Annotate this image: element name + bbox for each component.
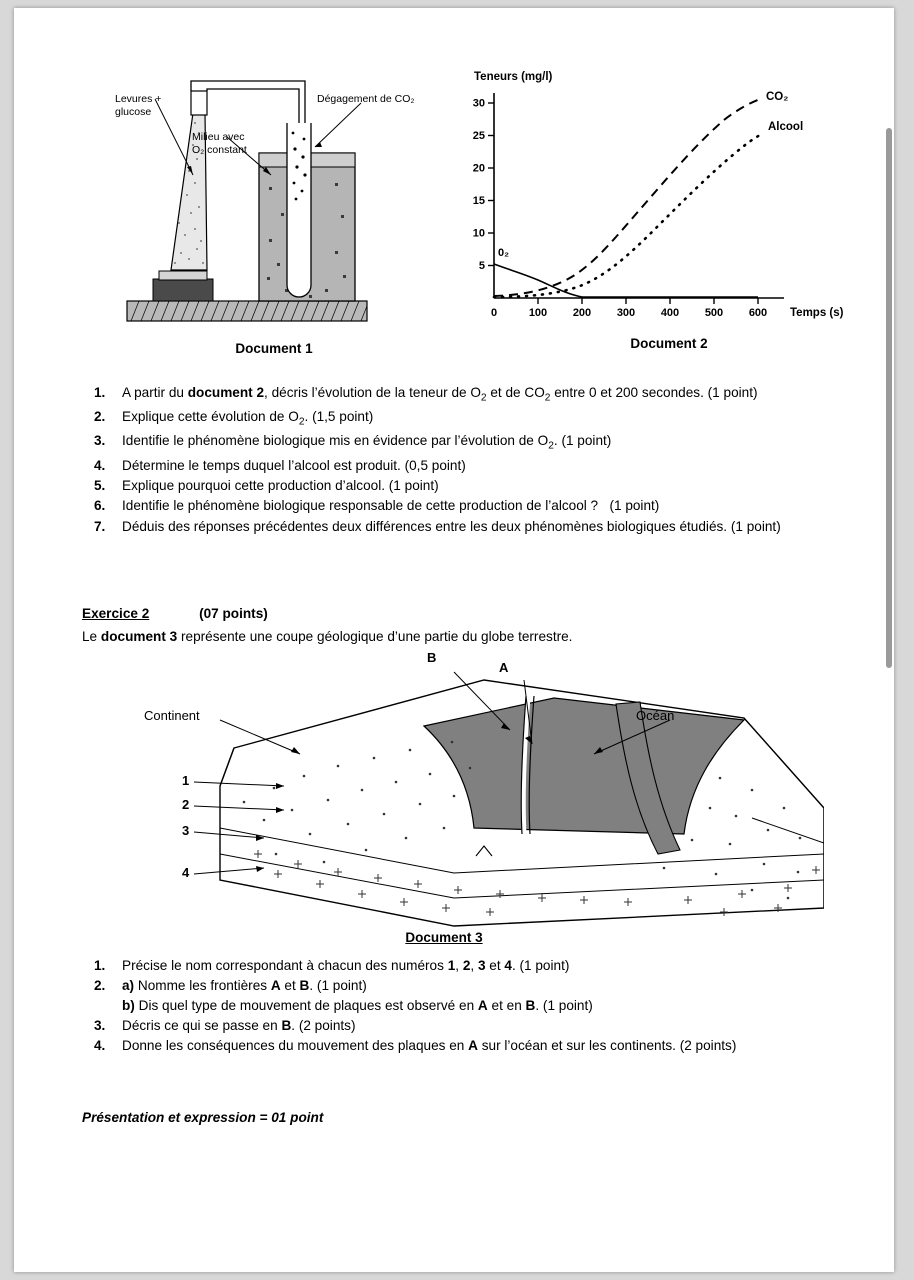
label-frontier-b: B <box>427 650 437 665</box>
document-2-figure <box>454 58 854 358</box>
svg-text:400: 400 <box>660 307 680 319</box>
list-item <box>82 407 872 430</box>
document-3-figure <box>124 650 824 958</box>
list-item <box>82 431 872 454</box>
exercise-2-intro: Le document 3 représente une coupe géologique d’une partie du globe terrestre. <box>82 629 573 644</box>
svg-text:Teneurs (mg/l): Teneurs (mg/l) <box>474 71 553 83</box>
question-number: 3. <box>94 1017 106 1033</box>
svg-text:20: 20 <box>472 162 485 175</box>
svg-text:Temps (s): Temps (s) <box>790 307 844 319</box>
question-number: 5. <box>94 477 106 493</box>
question-text: Identifie le phénomène biologique responsable de cette production de l’alcool ? (1 point) <box>122 498 660 514</box>
label-co2-release <box>317 93 447 106</box>
exercise-2-list <box>82 956 872 1055</box>
document-2-caption: Document 2 <box>630 336 708 351</box>
label-continent: Continent <box>144 708 200 723</box>
list-item <box>82 496 872 515</box>
label-constant-o2-medium <box>192 131 272 157</box>
label-ocean: Océan <box>636 708 675 723</box>
question-number: 7. <box>94 518 106 534</box>
list-item <box>82 1016 872 1035</box>
document-1-figure <box>109 63 439 356</box>
question-text: Explique pourquoi cette production d’alcool. (1 point) <box>122 477 439 493</box>
question-text: A partir du document 2, décris l’évolution de la teneur de $O_2$ et de $CO_2$ entre 0 et 200 secondes. (1 point) <box>122 385 758 404</box>
list-item <box>82 517 872 536</box>
question-text: Déduis des réponses précédentes deux différences entre les deux phénomènes biologiques étudiés. (1 point) <box>122 518 781 534</box>
question-text: Précise le nom correspondant à chacun des numéros 1, 2, 3 et 4. (1 point) <box>122 958 570 973</box>
list-item <box>82 456 872 475</box>
question-text: Décris ce qui se passe en B. (2 points) <box>122 1017 356 1033</box>
label-layer-2: 2 <box>182 797 190 812</box>
question-number: 3. <box>94 433 106 449</box>
question-number: 2. <box>94 978 106 994</box>
question-text: Détermine le temps duquel l’alcool est produit. (0,5 point) <box>122 457 466 473</box>
svg-text:10: 10 <box>472 227 485 240</box>
label-medium-line2: O₂ constant <box>192 144 247 157</box>
exercise-1-list <box>82 383 872 536</box>
question-text: a) Nomme les frontières A et B. (1 point) b) Dis quel type de mouvement de plaques est observé en A et en B. (1 point) <box>122 978 593 1013</box>
question-number: 6. <box>94 498 106 514</box>
question-text: Explique cette évolution de $O_2$. (1,5 point) <box>122 409 374 428</box>
presentation-note: Présentation et expression = 01 point <box>82 1110 324 1125</box>
svg-text:CO₂: CO₂ <box>766 91 789 103</box>
label-frontier-a: A <box>499 660 509 675</box>
svg-text:0: 0 <box>490 307 498 319</box>
exercise-2-points: (07 points) <box>199 606 268 621</box>
label-layer-3: 3 <box>182 823 190 838</box>
label-yeast-glucose <box>115 93 185 119</box>
question-number: 4. <box>94 457 106 473</box>
svg-text:5: 5 <box>478 260 485 272</box>
exercise-2-questions <box>82 956 872 1056</box>
label-co2-release-text: Dégagement de CO₂ <box>317 93 415 105</box>
question-number: 1. <box>94 385 106 400</box>
question-text: Donne les conséquences du mouvement des plaques en A sur l’océan et sur les continents. (2 points) <box>122 1038 737 1054</box>
svg-text:Alcool: Alcool <box>768 121 804 133</box>
svg-text:30: 30 <box>472 97 485 110</box>
label-medium-line1: Milieu avec <box>192 131 245 143</box>
document-3-caption: Document 3 <box>405 930 483 945</box>
svg-text:600: 600 <box>748 307 768 319</box>
list-item <box>82 1036 872 1055</box>
document-1-caption: Document 1 <box>235 341 313 356</box>
svg-text:200: 200 <box>572 307 592 319</box>
svg-text:500: 500 <box>704 307 724 319</box>
label-layer-4: 4 <box>182 865 190 880</box>
geological-block-diagram <box>124 658 824 928</box>
exercise-2-header <box>82 606 872 644</box>
list-item <box>82 383 872 406</box>
label-yeast-line2: glucose <box>115 106 152 119</box>
question-number: 4. <box>94 1038 106 1054</box>
list-item <box>82 956 872 975</box>
teneurs-chart <box>454 58 854 333</box>
figures-row <box>14 8 894 356</box>
svg-text:100: 100 <box>528 307 548 319</box>
exercise-2-title: Exercice 2 <box>82 606 150 621</box>
list-item <box>82 476 872 495</box>
svg-text:15: 15 <box>472 195 485 207</box>
question-number: 1. <box>94 958 106 973</box>
svg-text:300: 300 <box>616 307 636 319</box>
question-number: 2. <box>94 409 106 425</box>
document-page <box>14 8 894 1272</box>
question-text: Identifie le phénomène biologique mis en évidence par l’évolution de $O_2$. (1 point) <box>122 433 612 453</box>
label-yeast-line1: Levures + <box>115 93 162 105</box>
list-item <box>82 976 872 1015</box>
label-layer-1: 1 <box>182 773 190 788</box>
svg-text:25: 25 <box>472 130 485 142</box>
svg-text:0₂: 0₂ <box>498 247 510 259</box>
exercise-1-questions <box>82 383 872 537</box>
